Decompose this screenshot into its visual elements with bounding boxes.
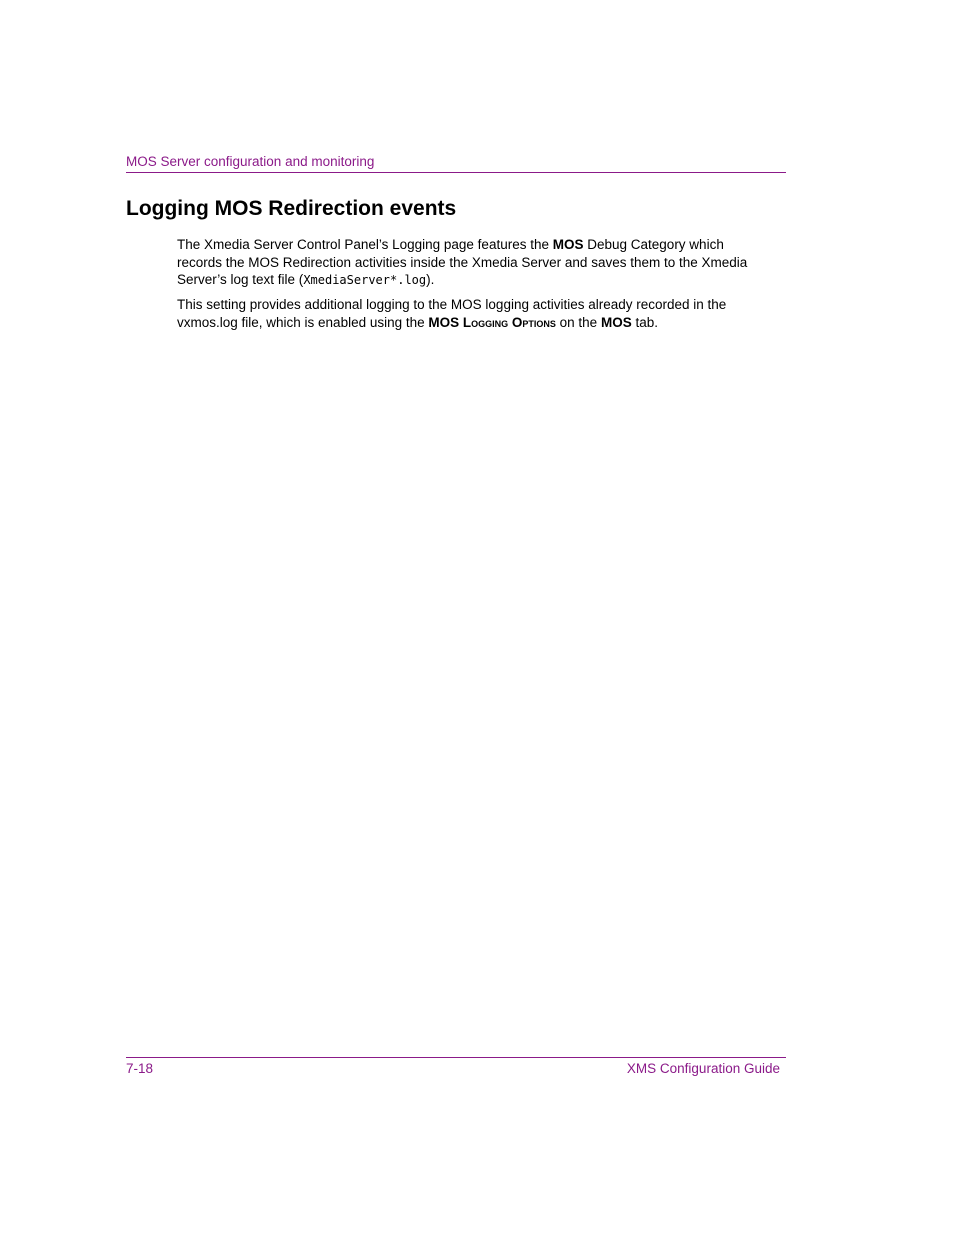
paragraph-text: The Xmedia Server Control Panel’s Logging page features the: [177, 237, 553, 252]
running-header: MOS Server configuration and monitoring: [126, 154, 375, 169]
paragraph-debug-category: [177, 236, 752, 290]
mos-logging-options-label: MOS Logging Options: [428, 314, 556, 330]
guide-title: XMS Configuration Guide: [626, 1061, 780, 1076]
paragraph-text: ).: [426, 272, 435, 287]
paragraph-text: Debug Category which records the MOS Redirection activities inside the Xmedia Server and saves them to the Xmedia Server’s log text file (: [177, 237, 748, 287]
paragraph-text: This setting provides additional logging to the MOS logging activities already recorded in the vxmos.log file, which is enabled using the: [177, 297, 727, 330]
footer-rule: [126, 1057, 786, 1058]
page-number: 7-18: [126, 1061, 154, 1076]
section-title: Logging MOS Redirection events: [126, 197, 457, 220]
paragraph-text: tab.: [631, 314, 658, 330]
paragraph-text: on the: [555, 314, 601, 330]
log-filename: XmediaServer*.log: [303, 273, 427, 287]
mos-category-label: MOS: [552, 237, 584, 252]
header-rule: [126, 172, 786, 173]
paragraph-logging-options: [177, 296, 752, 331]
mos-tab-label: MOS: [600, 314, 632, 330]
